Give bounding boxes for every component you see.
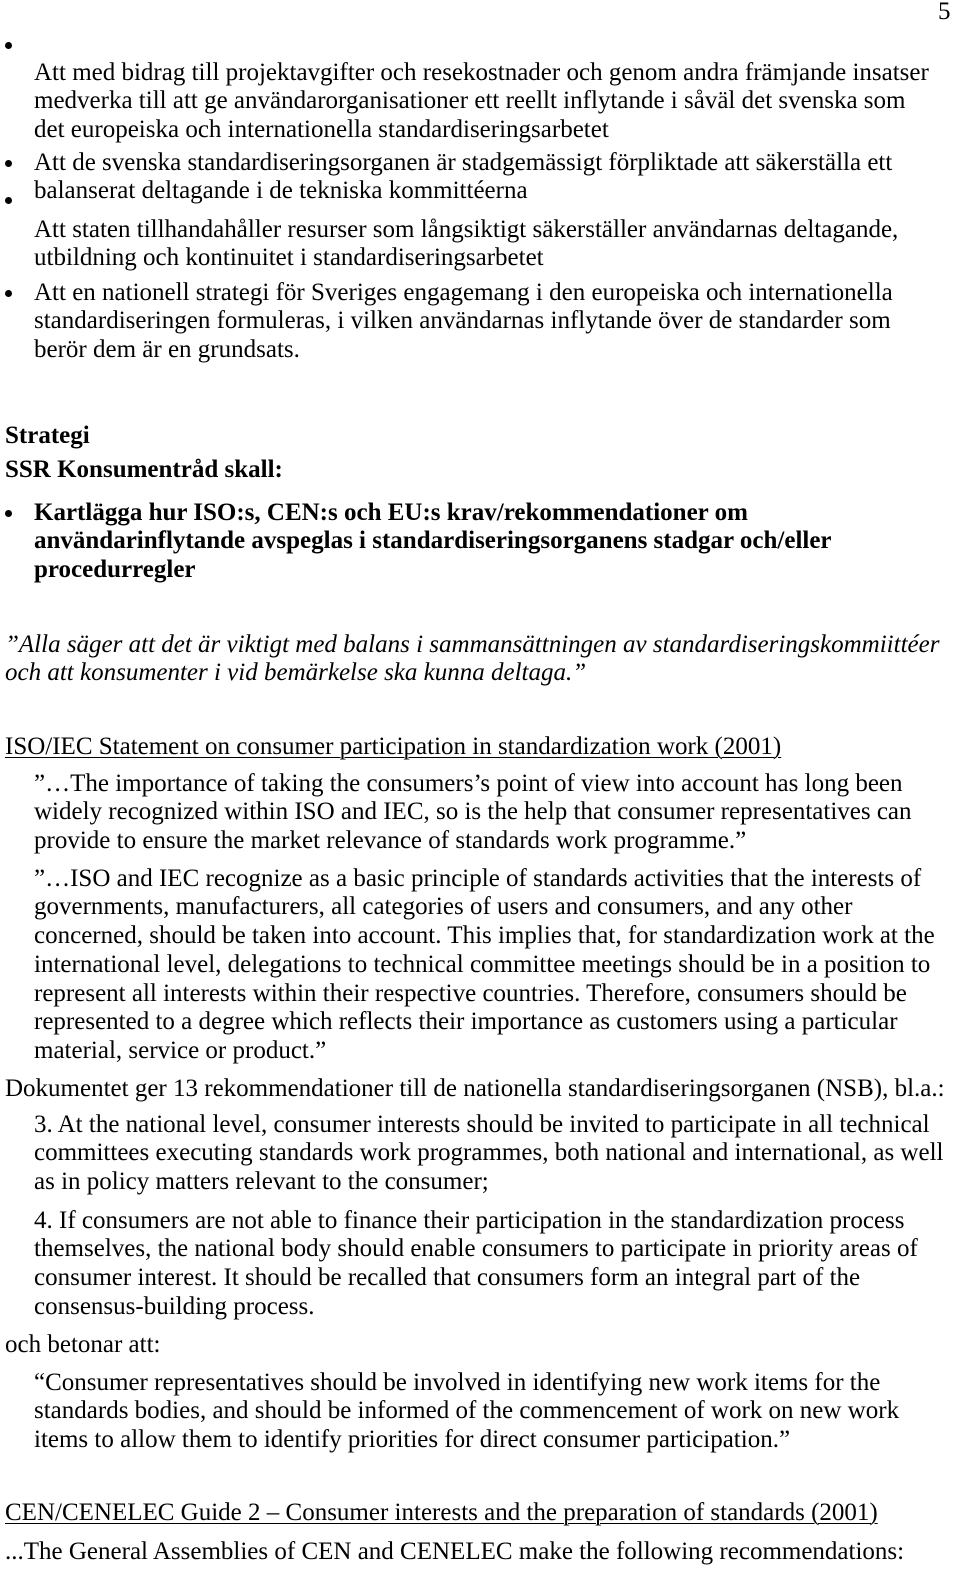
page-number: 5	[938, 0, 951, 25]
cen-cenelec-title: CEN/CENELEC Guide 2 – Consumer interests and the preparation of standards (2001)	[5, 1498, 878, 1526]
iso-iec-excerpt-1: ”…The importance of taking the consumers’s point of view into account has long been widely recognized within ISO and IEC, so is the help that consumer representatives can provide to ensure the market relevance of standards work programme.”	[34, 769, 912, 855]
recommendation-4: 4. If consumers are not able to finance their participation in the standardization process themselves, the national body should enable consumers to participate in priority areas of consumer interest. It should be recalled that consumers form an integral part of the consensus-building process.	[34, 1206, 918, 1320]
intro-bullet-3: Att staten tillhandahåller resurser som långsiktigt säkerställer användarnas deltagande, utbildning och kontinuitet i standardiseringsarbetet	[34, 215, 899, 272]
italic-quote: ”Alla säger att det är viktigt med balans i sammansättningen av standardiseringskommiittéer och att konsumenter i vid bemärkelse ska kunna deltaga.”	[5, 630, 940, 687]
bullet-icon	[5, 197, 12, 204]
recommendation-3: 3. At the national level, consumer interests should be invited to participate in all technical committees executing standards work programmes, both national and international, as well as in policy matters relevant to the consumer;	[34, 1110, 944, 1196]
emphasis-quote: “Consumer representatives should be involved in identifying new work items for the standards bodies, and should be informed of the commencement of work on new work items to allow them to identify priorities for direct consumer participation.”	[34, 1368, 900, 1454]
bullet-icon	[5, 510, 12, 517]
iso-iec-summary: Dokumentet ger 13 rekommendationer till de nationella standardiseringsorganen (NSB), bl.a.:	[5, 1074, 945, 1102]
iso-iec-title: ISO/IEC Statement on consumer participation in standardization work (2001)	[5, 732, 782, 760]
strategy-bullet: Kartlägga hur ISO:s, CEN:s och EU:s krav/rekommendationer om användarinflytande avspeglas i standardiseringsorganens stadgar och/eller procedurregler	[34, 498, 832, 584]
bullet-icon	[5, 290, 12, 297]
iso-iec-excerpt-2: ”…ISO and IEC recognize as a basic principle of standards activities that the interests of governments, manufacturers, all categories of users and consumers, and any other concerned, should be taken into account. This implies that, for standardization work at the international level, delegations to technical committee meetings should be in a position to represent all interests within their respective countries. Therefore, consumers should be represented to a degree which reflects their importance as customers using a particular material, service or product.”	[34, 864, 935, 1065]
bullet-icon	[5, 160, 12, 167]
strategy-heading: Strategi	[5, 421, 90, 449]
intro-bullet-4: Att en nationell strategi för Sveriges engagemang i den europeiska och internationella standardiseringen formuleras, i vilken användarnas inflytande över de standarder som berör dem är en grundsats.	[34, 278, 893, 364]
cen-cenelec-intro: ...The General Assemblies of CEN and CENELEC make the following recommendations:	[5, 1537, 905, 1565]
strategy-subheading: SSR Konsumentråd skall:	[5, 455, 283, 483]
intro-bullet-1: Att med bidrag till projektavgifter och resekostnader och genom andra främjande insatser medverka till att ge användarorganisationer ett reellt inflytande i såväl det svenska som det europeiska och internationella standardiseringsarbetet	[34, 58, 929, 144]
bullet-icon	[5, 42, 12, 49]
intro-bullet-2: Att de svenska standardiseringsorganen är stadgemässigt förpliktade att säkerställa ett balanserat deltagande i de tekniska kommittéerna	[34, 148, 893, 205]
emphasis-intro: och betonar att:	[5, 1330, 161, 1358]
